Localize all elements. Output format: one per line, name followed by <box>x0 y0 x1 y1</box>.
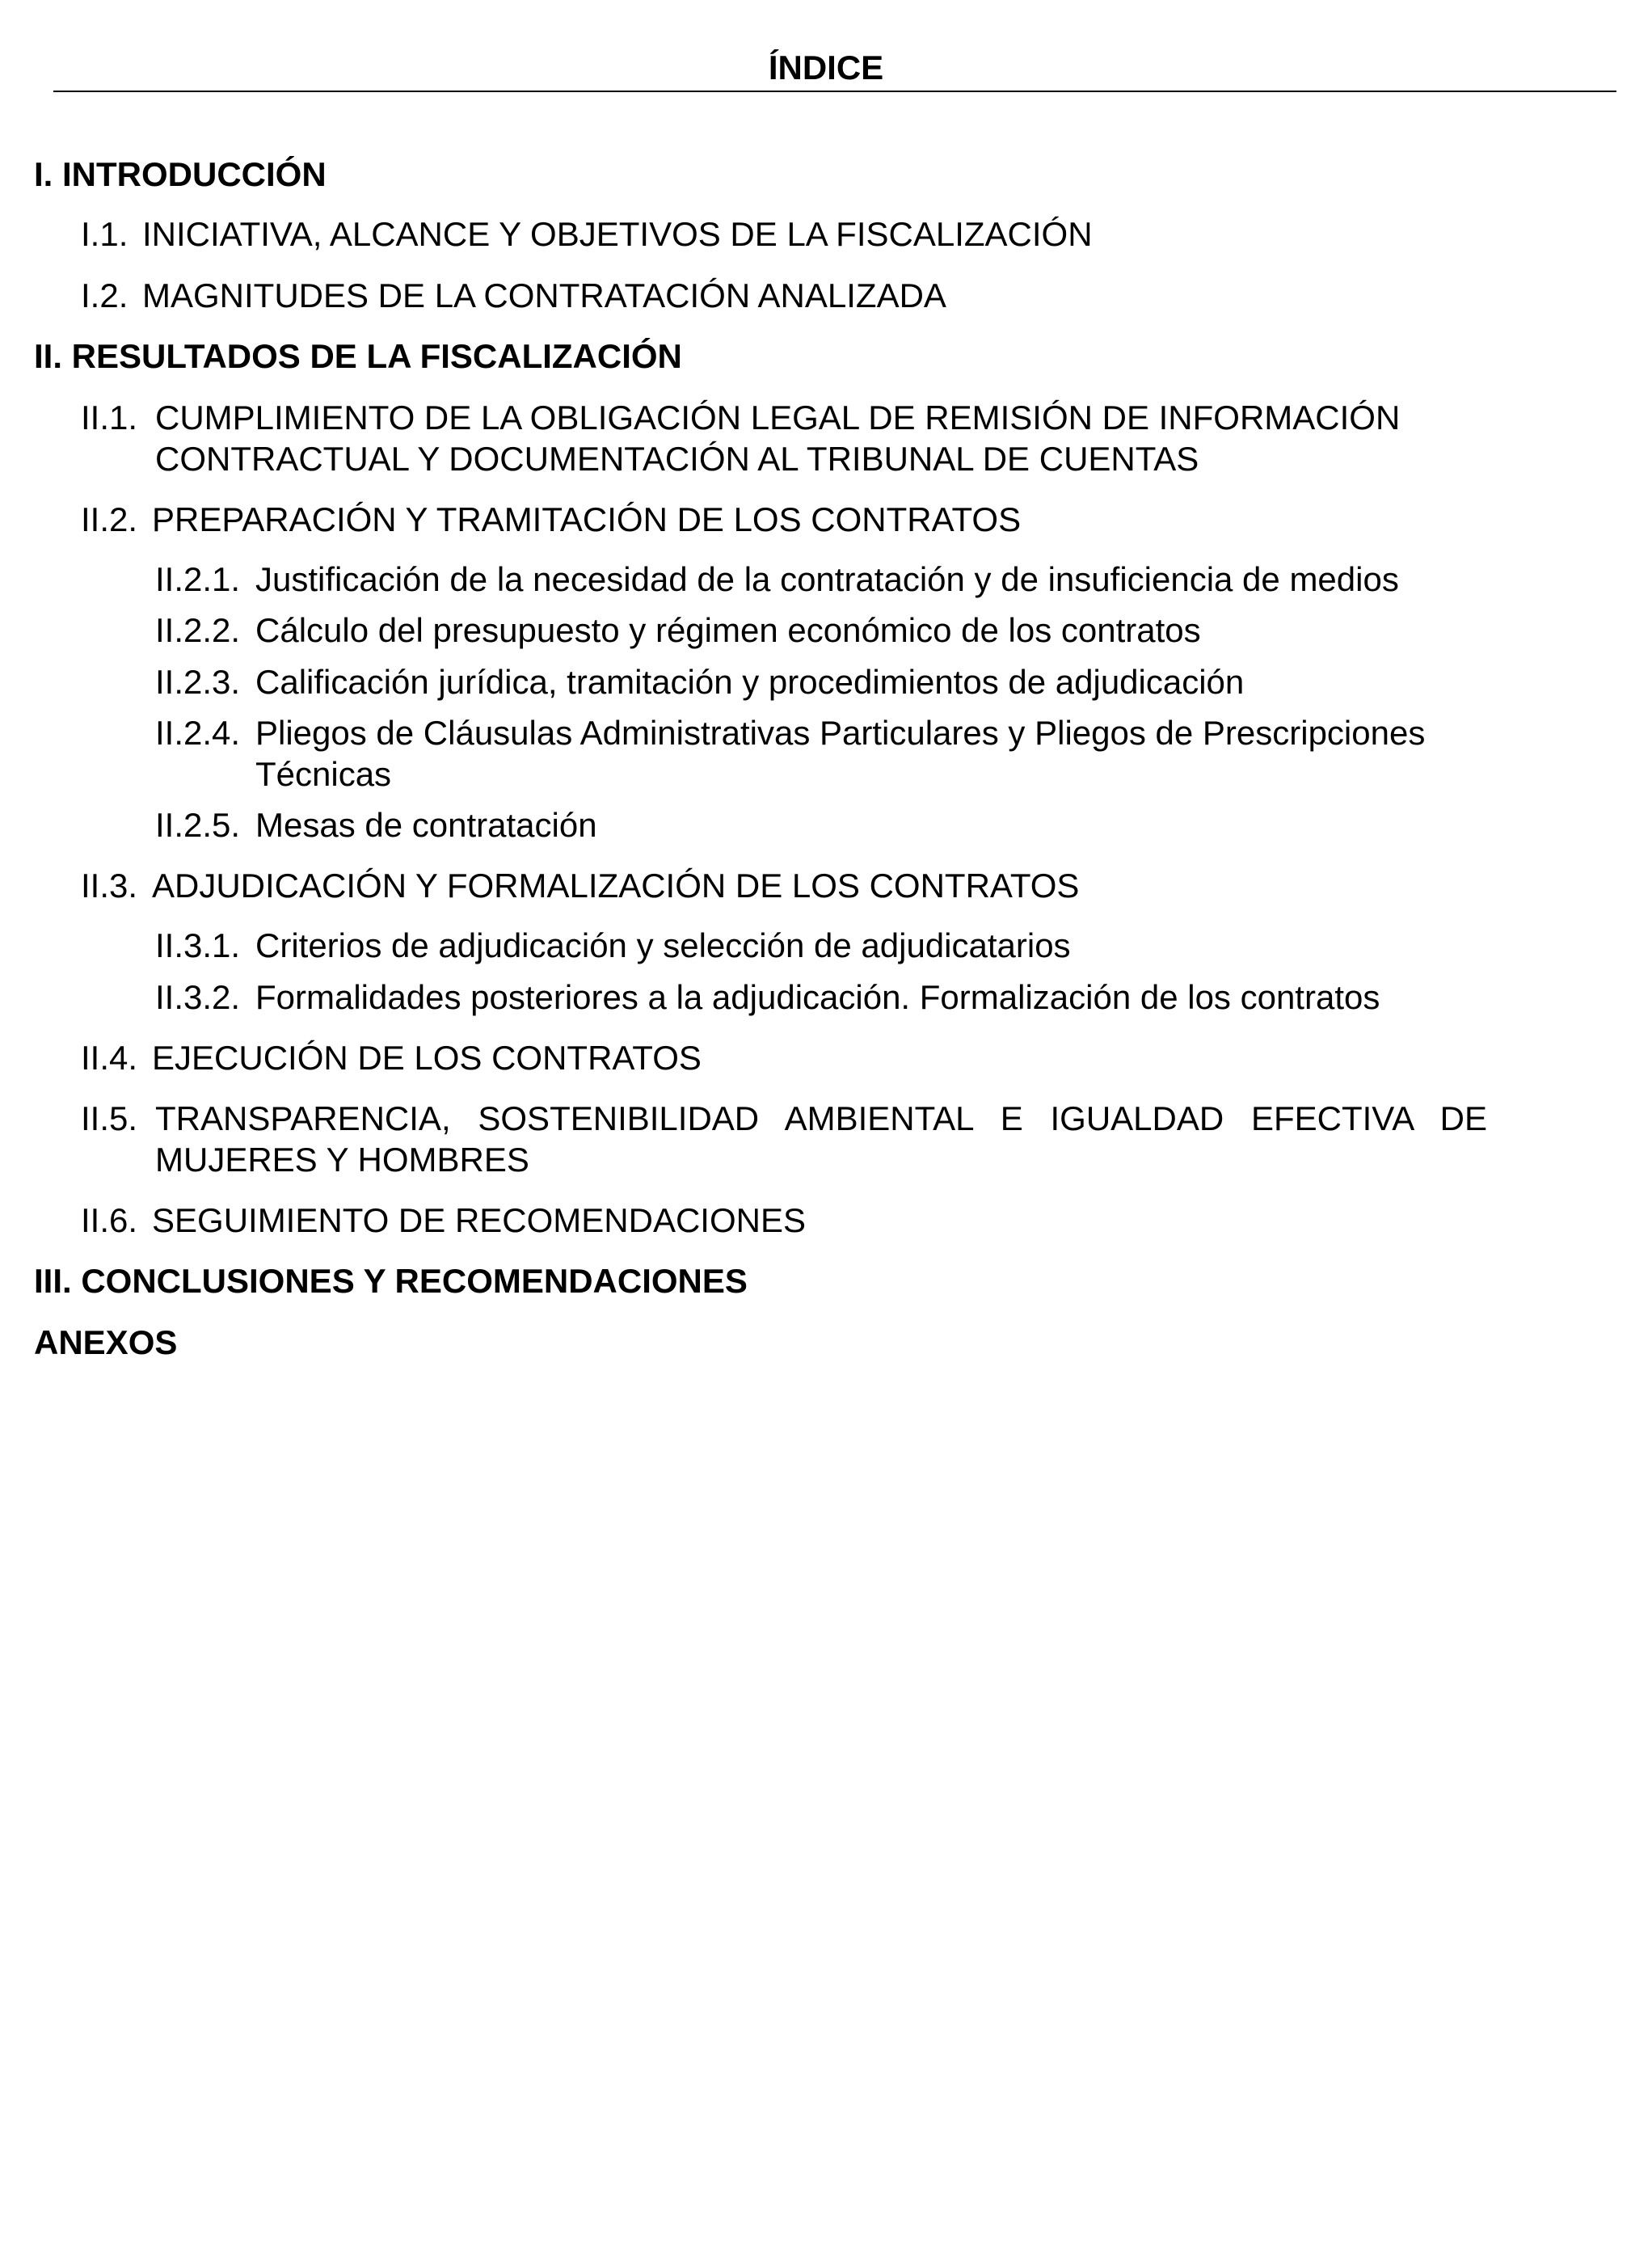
toc-item-text-line1: Pliegos de Cláusulas Administrativas Particulares y Pliegos de Prescripciones <box>255 714 1426 752</box>
toc-heading-text: ANEXOS <box>34 1323 178 1361</box>
toc-item-text: SEGUIMIENTO DE RECOMENDACIONES <box>152 1201 806 1239</box>
toc-item-text-line2: CONTRACTUAL Y DOCUMENTACIÓN AL TRIBUNAL DE CUENTAS <box>155 440 1199 478</box>
toc-item-number: II.2.4. <box>155 714 241 752</box>
toc-item-text: Justificación de la necesidad de la contratación y de insuficiencia de medios <box>255 560 1399 598</box>
toc-heading-introduccion <box>34 154 327 195</box>
toc-item-text: Mesas de contratación <box>255 806 597 844</box>
toc-item-number: II.2.1. <box>155 560 241 598</box>
toc-item-number: II.2. <box>81 500 138 538</box>
toc-item-number: II.3.2. <box>155 978 241 1016</box>
toc-item-number: I.2. <box>81 276 129 314</box>
title-divider <box>53 91 1616 92</box>
toc-item-text: Criterios de adjudicación y selección de adjudicatarios <box>255 926 1071 964</box>
toc-item-text: EJECUCIÓN DE LOS CONTRATOS <box>152 1039 702 1077</box>
toc-item-number: II.2.2. <box>155 611 241 649</box>
toc-item-text: Cálculo del presupuesto y régimen económico de los contratos <box>255 611 1201 649</box>
toc-item-number: II.2.3. <box>155 663 241 701</box>
toc-heading-text: II. RESULTADOS DE LA FISCALIZACIÓN <box>34 337 682 375</box>
toc-heading-anexos <box>34 1322 177 1363</box>
toc-item-text: Calificación jurídica, tramitación y procedimientos de adjudicación <box>255 663 1245 701</box>
toc-item-text-line1: CUMPLIMIENTO DE LA OBLIGACIÓN LEGAL DE REMISIÓN DE INFORMACIÓN <box>155 399 1401 437</box>
toc-item-number: I.1. <box>81 215 129 253</box>
toc-item-number: II.3.1. <box>155 926 241 964</box>
toc-item-number: II.6. <box>81 1201 138 1239</box>
toc-item-number: II.3. <box>81 867 138 905</box>
toc-item-text: INICIATIVA, ALCANCE Y OBJETIVOS DE LA FISCALIZACIÓN <box>142 215 1093 253</box>
toc-item-text: ADJUDICACIÓN Y FORMALIZACIÓN DE LOS CONTRATOS <box>152 867 1080 905</box>
toc-item-number: II.1. <box>81 399 138 437</box>
toc-heading-text: I. INTRODUCCIÓN <box>34 155 327 193</box>
toc-item-text: MAGNITUDES DE LA CONTRATACIÓN ANALIZADA <box>142 276 946 314</box>
toc-item-text-line1: TRANSPARENCIA, SOSTENIBILIDAD AMBIENTAL E IGUALDAD EFECTIVA DE <box>155 1099 1487 1137</box>
toc-item-text: Formalidades posteriores a la adjudicación. Formalización de los contratos <box>255 978 1380 1016</box>
toc-item-number: II.5. <box>81 1099 138 1137</box>
toc-heading-text: III. CONCLUSIONES Y RECOMENDACIONES <box>34 1262 748 1300</box>
toc-heading-conclusiones <box>34 1260 748 1301</box>
toc-item-text-line2: MUJERES Y HOMBRES <box>155 1141 529 1179</box>
toc-heading-resultados <box>34 335 682 377</box>
toc-item-number: II.2.5. <box>155 806 241 844</box>
toc-item-text-line2: Técnicas <box>255 755 392 793</box>
toc-item-text: PREPARACIÓN Y TRAMITACIÓN DE LOS CONTRATOS <box>152 500 1022 538</box>
page-title: ÍNDICE <box>768 49 884 86</box>
toc-item-number: II.4. <box>81 1039 138 1077</box>
